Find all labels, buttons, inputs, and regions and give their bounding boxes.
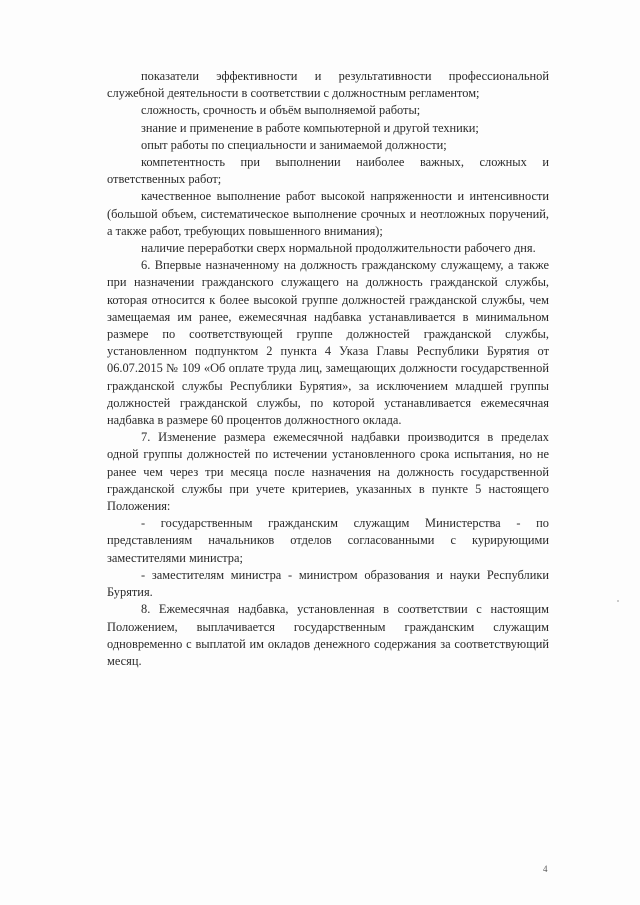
paragraph-item-7-civil-servants: - государственным гражданским служащим Министерства - по представлениям начальников отделов согласованными с курирующими заместителями министра; — [107, 516, 549, 565]
page-number: 4 — [543, 864, 548, 874]
paragraph-criteria-computer-skills: знание и применение в работе компьютерной и другой техники; — [141, 120, 479, 135]
paragraph-criteria-competence: компетентность при выполнении наиболее важных, сложных и ответственных работ; — [107, 155, 549, 187]
scan-artifact-dot — [617, 600, 619, 602]
document-body — [107, 68, 549, 670]
paragraph-criteria-overtime: наличие переработки сверх нормальной продолжительности рабочего дня. — [141, 241, 536, 256]
paragraph-item-7: 7. Изменение размера ежемесячной надбавки производится в пределах одной группы должностей по истечении установленного срока испытания, но не ранее чем через три месяца после назначения на должность государственной гражданской службы при учете критериев, указанных в пункте 5 настоящего Положения: — [107, 430, 549, 514]
paragraph-item-8: 8. Ежемесячная надбавка, установленная в соответствии с настоящим Положением, выплачивается государственным гражданским служащим одновременно с выплатой им окладов денежного содержания за соответствующий месяц. — [107, 602, 549, 668]
paragraph-criteria-high-intensity: качественное выполнение работ высокой напряженности и интенсивности (большой объем, систематическое выполнение срочных и неотложных поручений, а также работ, требующих повышенного внимания); — [107, 189, 549, 238]
paragraph-item-6: 6. Впервые назначенному на должность гражданскому служащему, а также при назначении гражданского служащего на должность гражданской службы, которая относится к более высокой группе должностей гражданской службы, чем замещаемая им ранее, ежемесячная надбавка устанавливается в минимальном размере по соответствующей группе должностей гражданской службы, установленном подпунктом 2 пункта 4 Указа Главы Республики Бурятия от 06.07.2015 № 109 «Об оплате труда лиц, замещающих должности государственной гражданской службы Республики Бурятия», за исключением младшей группы должностей гражданской службы, по которой устанавливается ежемесячная надбавка в размере 60 процентов должностного оклада. — [107, 258, 549, 428]
paragraph-item-7-deputy-ministers: - заместителям министра - министром образования и науки Республики Бурятия. — [107, 567, 549, 600]
paragraph-criteria-experience: опыт работы по специальности и занимаемой должности; — [141, 137, 447, 152]
paragraph-criteria-complexity: сложность, срочность и объём выполняемой работы; — [141, 103, 421, 118]
paragraph-criteria-effectiveness: показатели эффективности и результативности профессиональной служебной деятельности в соответствии с должностным регламентом; — [107, 69, 549, 101]
